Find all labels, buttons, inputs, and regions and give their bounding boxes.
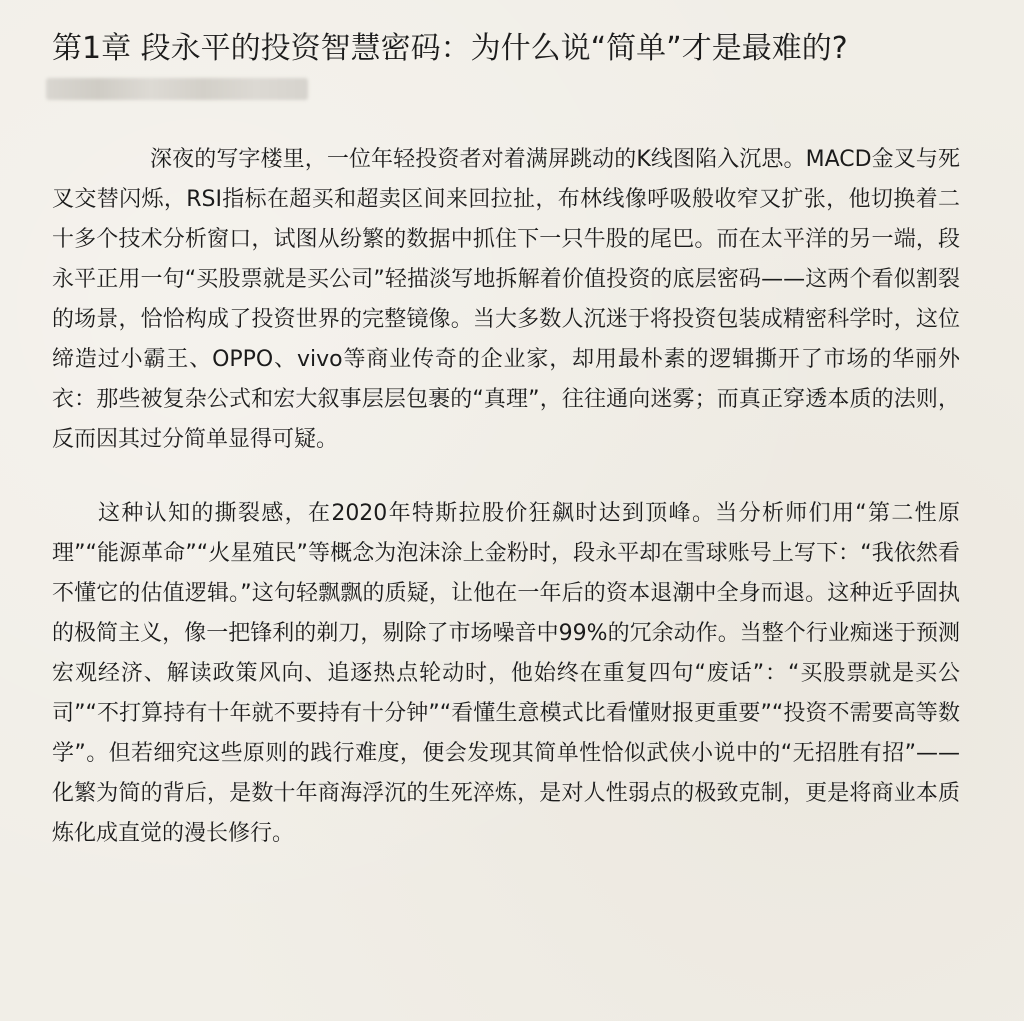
chapter-body bbox=[52, 140, 960, 854]
paragraph-1: 深夜的写字楼里，一位年轻投资者对着满屏跳动的K线图陷入沉思。MACD金叉与死叉交替闪烁，RSI指标在超买和超卖区间来回拉扯，布林线像呼吸般收窄又扩张，他切换着二十多个技术分析窗口，试图从纷繁的数据中抓住下一只牛股的尾巴。而在太平洋的另一端，段永平正用一句“买股票就是买公司”轻描淡写地拆解着价值投资的底层密码——这两个看似割裂的场景，恰恰构成了投资世界的完整镜像。当大多数人沉迷于将投资包装成精密科学时，这位缔造过小霸王、OPPO、vivo等商业传奇的企业家，却用最朴素的逻辑撕开了市场的华丽外衣：那些被复杂公式和宏大叙事层层包裹的“真理”，往往通向迷雾；而真正穿透本质的法则，反而因其过分简单显得可疑。 bbox=[52, 147, 960, 452]
paragraph-2: 这种认知的撕裂感，在2020年特斯拉股价狂飙时达到顶峰。当分析师们用“第二性原理”“能源革命”“火星殖民”等概念为泡沫涂上金粉时，段永平却在雪球账号上写下：“我依然看不懂它的估值逻辑。”这句轻飘飘的质疑，让他在一年后的资本退潮中全身而退。这种近乎固执的极简主义，像一把锋利的剃刀，剔除了市场噪音中99%的冗余动作。当整个行业痴迷于预测宏观经济、解读政策风向、追逐热点轮动时，他始终在重复四句“废话”：“买股票就是买公司”“不打算持有十年就不要持有十分钟”“看懂生意模式比看懂财报更重要”“投资不需要高等数学”。但若细究这些原则的践行难度，便会发现其简单性恰似武侠小说中的“无招胜有招”——化繁为简的背后，是数十年商海浮沉的生死淬炼，是对人性弱点的极致克制，更是将商业本质炼化成直觉的漫长修行。 bbox=[52, 501, 960, 846]
chapter-title: 第1章 段永平的投资智慧密码：为什么说“简单”才是最难的? bbox=[52, 31, 848, 66]
blurred-metadata-strip bbox=[46, 78, 308, 100]
